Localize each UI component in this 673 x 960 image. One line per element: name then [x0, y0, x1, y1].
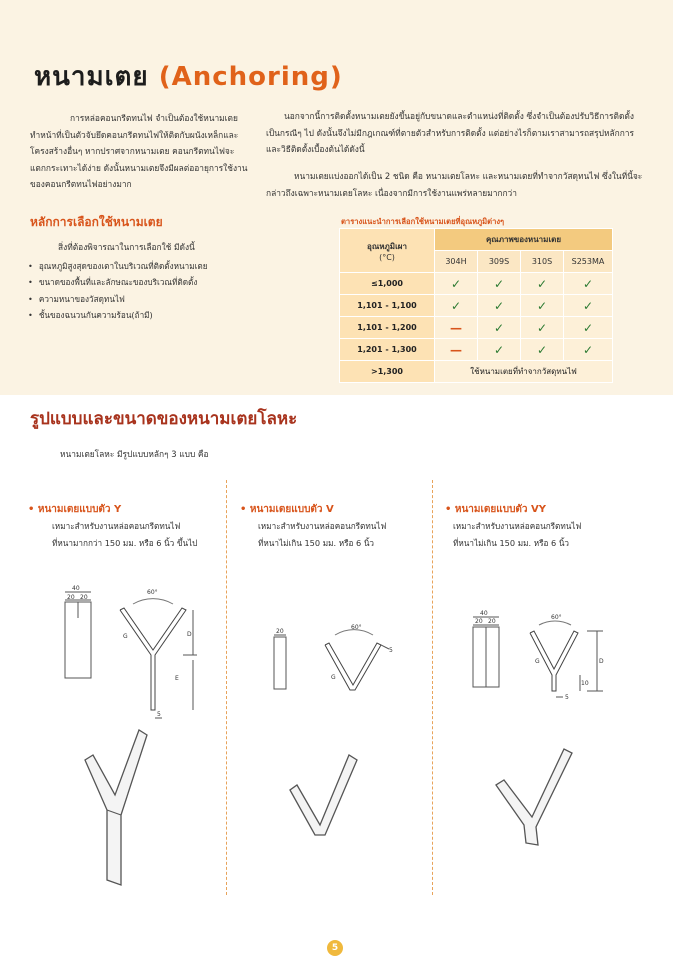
check-mark: ✓: [521, 317, 564, 339]
dim-label: D: [599, 658, 604, 665]
page-title: [34, 56, 343, 97]
criteria-item: • ชั้นของฉนวนกันความร้อน(ถ้ามี): [28, 307, 208, 323]
v-anchor-desc-line: เหมาะสำหรับงานหล่อคอนกรีตทนไฟ: [258, 521, 387, 531]
temp-cell: >1,300: [340, 361, 435, 383]
check-mark: ✓: [478, 339, 521, 361]
dash-mark: —: [435, 339, 478, 361]
dim-label: G: [535, 658, 540, 665]
dim-label: 60°: [351, 624, 362, 631]
check-mark: ✓: [478, 273, 521, 295]
grade-table: [339, 228, 613, 383]
check-mark: ✓: [478, 295, 521, 317]
intro-right-paragraph-2: หนามเตยแบ่งออกได้เป็น 2 ชนิด คือ หนามเตยโลหะ และหนามเตยที่ทำจากวัสดุทนไฟ ซึ่งในที่นี้จะกล่าวถึงเฉพาะหนามเตยโลหะ เนื่องจากมีการใช้งานแพร่หลายมากกว่า: [266, 171, 643, 198]
check-mark: ✓: [564, 295, 613, 317]
dim-label: 20: [276, 628, 284, 635]
dash-mark: —: [435, 317, 478, 339]
title-english: (Anchoring): [158, 62, 343, 92]
dim-label: 20: [488, 618, 496, 625]
grade-header: 304H: [435, 251, 478, 273]
vy-anchor-3d-image: [490, 745, 580, 850]
dim-label: D: [187, 631, 192, 638]
vy-anchor-desc-line: ที่หนาไม่เกิน 150 มม. หรือ 6 นิ้ว: [453, 537, 570, 548]
dim-label: 20: [67, 594, 75, 601]
dim-label: 40: [480, 610, 488, 617]
quality-header: คุณภาพของหนามเตย: [435, 229, 613, 251]
v-anchor-drawing: [265, 615, 405, 700]
dim-label: 60°: [551, 614, 562, 621]
y-anchor-desc-line: ที่หนามากกว่า 150 มม. หรือ 6 นิ้ว ขึ้นไป: [52, 537, 198, 548]
vy-anchor-drawing: [465, 605, 625, 705]
dim-label: 60°: [147, 589, 158, 596]
column-divider: [432, 480, 433, 895]
v-anchor-desc-line: ที่หนาไม่เกิน 150 มม. หรือ 6 นิ้ว: [258, 537, 375, 548]
criteria-intro: สิ่งที่ต้องพิจารณาในการเลือกใช้ มีดังนี้: [58, 242, 195, 252]
dim-label: 20: [475, 618, 483, 625]
grade-header: 309S: [478, 251, 521, 273]
check-mark: ✓: [478, 317, 521, 339]
vy-anchor-title: • หนามเตยแบบตัว VY: [445, 504, 546, 515]
dim-label: 5: [389, 647, 393, 654]
check-mark: ✓: [521, 295, 564, 317]
temp-cell: ≤1,000: [340, 273, 435, 295]
v-anchor-desc: [258, 518, 386, 551]
dim-label: E: [175, 675, 179, 682]
y-anchor-title: • หนามเตยแบบตัว Y: [28, 504, 122, 515]
temp-header: อุณหภูมิเผา: [367, 241, 407, 251]
table-caption: ตารางแนะนำการเลือกใช้หนามเตยที่อุณหภูมิต่างๆ: [341, 217, 505, 226]
page-number: 5: [327, 940, 343, 956]
y-anchor-drawing: [55, 580, 220, 725]
title-thai: หนามเตย: [34, 62, 149, 92]
v-anchor-3d-image: [285, 750, 365, 845]
dim-label: G: [123, 633, 128, 640]
dim-label: 40: [72, 585, 80, 592]
criteria-title: หลักการเลือกใช้หนามเตย: [30, 215, 163, 229]
table-row: [340, 361, 613, 383]
check-mark: ✓: [564, 317, 613, 339]
temp-cell: 1,101 - 1,200: [340, 317, 435, 339]
shapes-section-intro: หนามเตยโลหะ มีรูปแบบหลักๆ 3 แบบ คือ: [60, 449, 209, 459]
check-mark: ✓: [435, 273, 478, 295]
table-row: [340, 295, 613, 317]
y-anchor-desc-line: เหมาะสำหรับงานหล่อคอนกรีตทนไฟ: [52, 521, 181, 531]
dim-label: G: [331, 674, 336, 681]
table-row: [340, 273, 613, 295]
check-mark: ✓: [521, 339, 564, 361]
check-mark: ✓: [564, 273, 613, 295]
temp-cell: 1,201 - 1,300: [340, 339, 435, 361]
check-mark: ✓: [521, 273, 564, 295]
check-mark: ✓: [435, 295, 478, 317]
dim-label: 20: [80, 594, 88, 601]
column-divider: [226, 480, 227, 895]
intro-right-paragraph-1: นอกจากนี้การติดตั้งหนามเตยยังขึ้นอยู่กับขนาดและตำแหน่งที่ติดตั้ง ซึ่งจำเป็นต้องปรับวิธีการติดตั้งเป็นกรณีๆ ไป ดังนั้นจึงไม่มีกฎเกณฑ์ที่ตายตัวสำหรับการติดตั้ง แต่อย่างไรก็ตามเราสามารถสรุปหลักการและวิธีติดตั้งเบื้องต้นได้ดังนี้: [266, 111, 634, 155]
vy-anchor-desc-line: เหมาะสำหรับงานหล่อคอนกรีตทนไฟ: [453, 521, 582, 531]
temp-cell: 1,101 - 1,100: [340, 295, 435, 317]
criteria-item: • ความหนาของวัสดุทนไฟ: [28, 291, 208, 307]
criteria-item: • ขนาดของพื้นที่และลักษณะของบริเวณที่ติดตั้ง: [28, 274, 208, 290]
grade-header: S253MA: [564, 251, 613, 273]
y-anchor-desc: [52, 518, 197, 551]
v-anchor-title: • หนามเตยแบบตัว V: [240, 504, 334, 515]
criteria-item: • อุณหภูมิสูงสุดของเตาในบริเวณที่ติดตั้งหนามเตย: [28, 258, 208, 274]
check-mark: ✓: [564, 339, 613, 361]
shapes-section-title: รูปแบบและขนาดของหนามเตยโลหะ: [30, 409, 298, 429]
dim-label: 5: [157, 711, 161, 718]
temp-header-cell: [340, 229, 435, 273]
temp-unit: (°C): [379, 252, 395, 262]
dim-label: 10: [581, 680, 589, 687]
grade-header: 310S: [521, 251, 564, 273]
vy-anchor-desc: [453, 518, 581, 551]
table-row: [340, 317, 613, 339]
intro-left-paragraph: การหล่อคอนกรีตทนไฟ จำเป็นต้องใช้หนามเตย ทำหน้าที่เป็นตัวจับยึดคอนกรีตทนไฟให้ติดกับผนังเหล็กและโครงสร้างอื่นๆ หากปราศจากหนามเตย คอนกรีตทนไฟจะแตกกระเทาะได้ง่าย ดังนั้นหนามเตยจึงมีผลต่ออายุการใช้งานของคอนกรีตทนไฟอย่างมาก: [30, 113, 248, 190]
table-row: [340, 339, 613, 361]
dim-label: 5: [565, 694, 569, 701]
criteria-list: [28, 258, 208, 324]
refractory-note: ใช้หนามเตยที่ทำจากวัสดุทนไฟ: [435, 361, 613, 383]
y-anchor-3d-image: [75, 725, 165, 890]
